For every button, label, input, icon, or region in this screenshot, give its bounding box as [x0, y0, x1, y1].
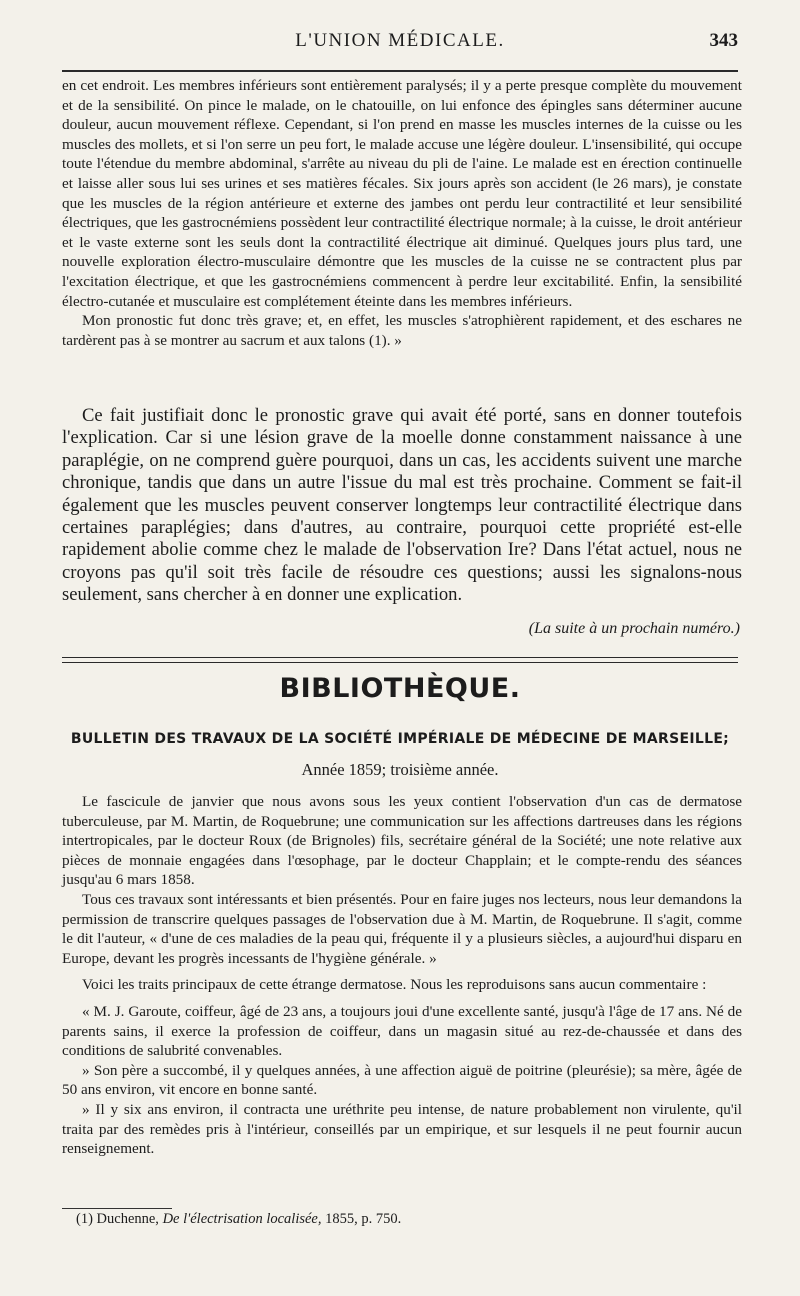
- running-head: [62, 30, 738, 62]
- commentary-paragraph: Ce fait justifiait donc le pronostic grave qui avait été porté, sans en donner toutefois l'explication. Car si une lésion grave de la moelle donne constamment naissance à une paraplégie, on ne comprend guère pourquoi, dans un cas, les accidents suivent une marche chronique, tandis que dans un autre l'issue du mal est très prochaine. Comment se fait-il également que les muscles peuvent conserver longtemps leur contractilité électrique dans certaines paraplégies; dans d'autres, au contraire, pourquoi cette propriété est-elle rapidement abolie comme chez le malade de l'observation Ire? Dans l'état actuel, nous ne croyons pas qu'il soit très facile de résoudre ces questions; aussi les signalons-nous seulement, sans chercher à en donner une explication.: [62, 405, 742, 606]
- review-paragraph: » Il y six ans environ, il contracta une uréthrite peu intense, de nature probablement non virulente, qu'il traita par des remèdes pris à l'intérieur, conseillés par un empirique, et sur lesquels il ne peut fournir aucun renseignement.: [62, 1100, 742, 1158]
- continuation-note: (La suite à un prochain numéro.): [528, 620, 740, 637]
- review-paragraph: Voici les traits principaux de cette étrange dermatose. Nous les reproduisons sans aucun commentaire :: [82, 976, 707, 994]
- footnote-work: De l'électrisation localisée,: [162, 1211, 322, 1227]
- review-text: [62, 792, 742, 1159]
- review-paragraph: » Son père a succombé, il y quelques années, à une affection aiguë de poitrine (pleurésie); sa mère, âgée de 50 ans environ, vit encore en bonne santé.: [62, 1061, 742, 1099]
- review-paragraph: Le fascicule de janvier que nous avons sous les yeux contient l'observation d'un cas de dermatose tuberculeuse, par M. Martin, de Roquebrune; une communication sur les affections dartreuses dans les régions intertropicales, par le docteur Roux (de Brignoles) fils, secrétaire général de la Société; une note relative aux pièces de monnaie engagées dans l'œsophage, par le docteur Chapplain; et le compte-rendu des séances jusqu'au 6 mars 1858.: [62, 793, 742, 889]
- journal-title: L'UNION MÉDICALE.: [295, 30, 505, 51]
- section-title: BIBLIOTHÈQUE.: [279, 673, 521, 704]
- section-divider: [62, 662, 738, 663]
- footnote-details: 1855, p. 750.: [325, 1211, 402, 1227]
- page-number: 343: [709, 30, 738, 51]
- section-divider: [62, 657, 738, 658]
- footnote: [76, 1211, 401, 1228]
- footnote-marker: (1) Duchenne,: [76, 1211, 159, 1227]
- bulletin-year: Année 1859; troisième année.: [301, 760, 499, 779]
- commentary-text: [62, 405, 742, 607]
- bulletin-title: BULLETIN DES TRAVAUX DE LA SOCIÉTÉ IMPÉRIALE DE MÉDECINE DE MARSEILLE;: [70, 731, 730, 747]
- case-paragraph: Mon pronostic fut donc très grave; et, en effet, les muscles s'atrophièrent rapidement, et des eschares ne tardèrent pas à se montrer au sacrum et aux talons (1). »: [62, 312, 742, 349]
- footnote-rule: [62, 1208, 172, 1209]
- header-rule: [62, 70, 738, 72]
- review-paragraph: Tous ces travaux sont intéressants et bien présentés. Pour en faire juges nos lecteurs, nous leur demandons la permission de transcrire quelques passages de l'observation due à M. Martin, de Roquebrune. Il s'agit, comme le dit l'auteur, « d'une de ces maladies de la peau qui, fréquente il y a plusieurs siècles, a aujourd'hui disparu en Europe, devant les progrès incessants de l'hygiène générale. »: [62, 890, 742, 967]
- case-paragraph: en cet endroit. Les membres inférieurs sont entièrement paralysés; il y a perte presque complète du mouvement et de la sensibilité. On pince le malade, on le chatouille, on lui enfonce des épingles sans déterminer aucune douleur, aucun mouvement réflexe. Cependant, si l'on prend en masse les muscles internes de la cuisse ou les muscles des mollets, et si l'on serre un peu fort, le malade accuse une légère douleur. L'insensibilité, qui occupe toute l'étendue du membre abdominal, s'arrête au niveau du pli de l'aine. Le malade est en érection continuelle et laisse aller sous lui ses urines et ses matières fécales. Six jours après son accident (le 26 mars), je constate que les muscles de la région antérieure et externe des jambes ont perdu leur contractilité et leur sensibilité électriques, que les gastrocnémiens possèdent leur contractilité électrique normale; à la cuisse, le droit antérieur et le vaste externe sont les seuls dont la contractilité électrique ait diminué. Quelques jours plus tard, une nouvelle exploration électro-musculaire démontre que les muscles de la cuisse ne se contractent plus par l'excitation électrique, et que les gastrocnémiens commencent à perdre leur excitabilité. Enfin, la sensibilité électro-cutanée et musculaire est complétement éteinte dans les membres inférieurs.: [62, 77, 742, 310]
- review-paragraph: « M. J. Garoute, coiffeur, âgé de 23 ans, a toujours joui d'une excellente santé, jusqu'à l'âge de 17 ans. Né de parents sains, il exerce la profession de coiffeur, dans un magasin situé au rez-de-chaussée et dans des conditions de salubrité convenables.: [62, 1002, 742, 1060]
- case-report-text: [62, 76, 742, 350]
